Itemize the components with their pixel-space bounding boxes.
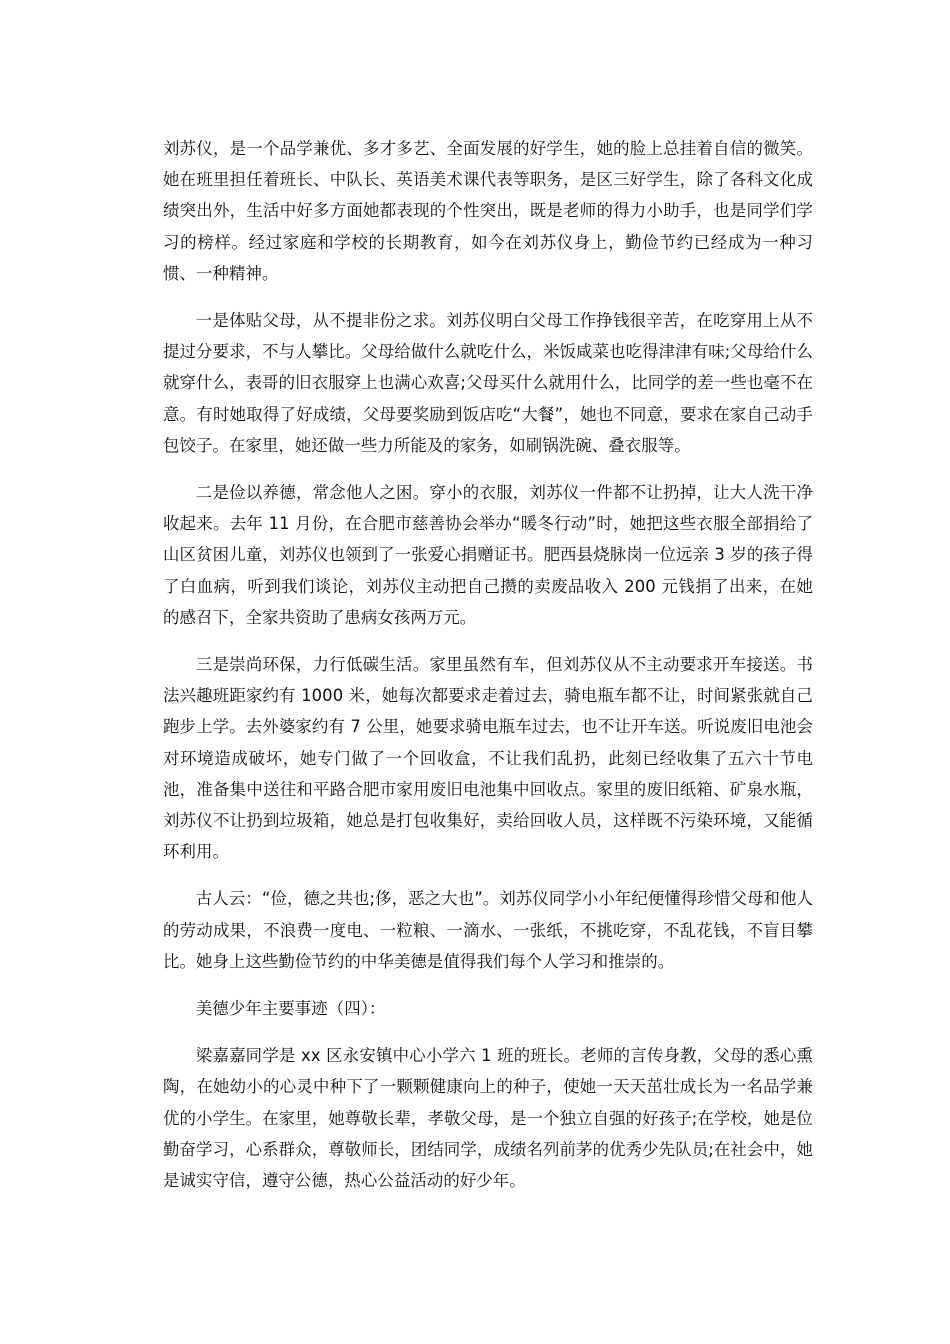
section-heading: 美德少年主要事迹（四）：	[195, 999, 386, 1019]
paragraph-intro: 刘苏仪，是一个品学兼优、多才多艺、全面发展的好学生，她的脸上总挂着自信的微笑。她在班里担任着班长、中队长、英语美术课代表等职务，是区三好学生，除了各科文化成绩突出外，生活中好多方面她都表现的个性突出，既是老师的得力小助手，也是同学们学习的榜样。经过家庭和学校的长期教育，如今在刘苏仪身上，勤俭节约已经成为一种习惯、一种精神。	[163, 139, 813, 283]
paragraph-point-three: 三是崇尚环保，力行低碳生活。家里虽然有车，但刘苏仪从不主动要求开车接送。书法兴趣班距家约有 1000 米，她每次都要求走着过去，骑电瓶车都不让，时间紧张就自己跑步上学。去外婆家约有 7 公里，她要求骑电瓶车过去，也不让开车送。听说废旧电池会对环境造成破坏，她专门做了一个回收盒，不让我们乱扔，此刻已经收集了五六十节电池，准备集中送往和平路合肥市家用废旧电池集中回收点。家里的废旧纸箱、矿泉水瓶，刘苏仪不让扔到垃圾箱，她总是打包收集好，卖给回收人员，这样既不污染环境，又能循环利用。	[163, 655, 813, 862]
paragraph-point-one: 一是体贴父母，从不提非份之求。刘苏仪明白父母工作挣钱很辛苦，在吃穿用上从不提过分要求，不与人攀比。父母给做什么就吃什么，米饭咸菜也吃得津津有味;父母给什么就穿什么，表哥的旧衣服穿上也满心欢喜;父母买什么就用什么，比同学的差一些也毫不在意。有时她取得了好成绩，父母要奖励到饭店吃“大餐”，她也不同意，要求在家自己动手包饺子。在家里，她还做一些力所能及的家务，如刷锅洗碗、叠衣服等。	[163, 311, 813, 455]
document-body	[163, 133, 813, 1196]
paragraph-second-student: 梁嘉嘉同学是 xx 区永安镇中心小学六 1 班的班长。老师的言传身教，父母的悉心熏陶，在她幼小的心灵中种下了一颗颗健康向上的种子，使她一天天茁壮成长为一名品学兼优的小学生。在家里，她尊敬长辈，孝敬父母，是一个独立自强的好孩子;在学校，她是位勤奋学习，心系群众，尊敬师长，团结同学，成绩名列前茅的优秀少先队员;在社会中，她是诚实守信，遵守公德，热心公益活动的好少年。	[163, 1046, 813, 1191]
paragraph-point-two: 二是俭以养德，常念他人之困。穿小的衣服，刘苏仪一件都不让扔掉，让大人洗干净收起来。去年 11 月份，在合肥市慈善协会举办“暖冬行动”时，她把这些衣服全部捐给了山区贫困儿童，刘苏仪也领到了一张爱心捐赠证书。肥西县烧脉岗一位远亲 3 岁的孩子得了白血病，听到我们谈论，刘苏仪主动把自己攒的卖废品收入 200 元钱捐了出来，在她的感召下，全家共资助了患病女孩两万元。	[163, 483, 813, 627]
paragraph-conclusion: 古人云：“俭，德之共也;侈，恶之大也”。刘苏仪同学小小年纪便懂得珍惜父母和他人的劳动成果，不浪费一度电、一粒粮、一滴水、一张纸，不挑吃穿，不乱花钱，不盲目攀比。她身上这些勤俭节约的中华美德是值得我们每个人学习和推崇的。	[163, 889, 813, 971]
